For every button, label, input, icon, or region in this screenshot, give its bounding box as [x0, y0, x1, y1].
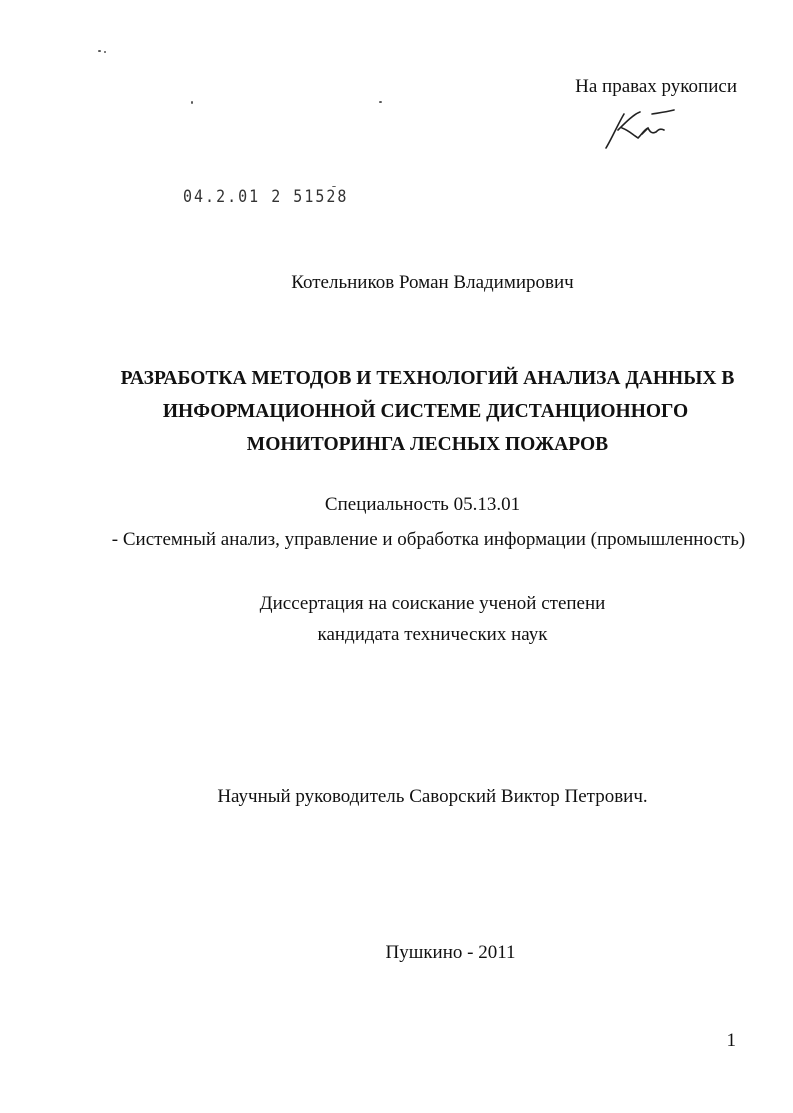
scan-speck [104, 51, 106, 53]
author-name: Котельников Роман Владимирович [291, 272, 574, 293]
signature-icon [598, 104, 678, 152]
dissertation-line-2: кандидата технических наук [317, 624, 548, 645]
specialty-code: Специальность 05.13.01 [324, 494, 521, 515]
title-line-2: ИНФОРМАЦИОННОЙ СИСТЕМЕ ДИСТАНЦИОННОГО [162, 401, 689, 422]
city-year: Пушкино - 2011 [385, 942, 516, 963]
scan-speck [98, 50, 101, 52]
dissertation-line-1: Диссертация на соискание ученой степени [259, 593, 606, 614]
page-number: 1 [726, 1030, 736, 1051]
scan-speck [191, 101, 193, 104]
rights-note: На правах рукописи [575, 76, 737, 97]
title-line-1: РАЗРАБОТКА МЕТОДОВ И ТЕХНОЛОГИЙ АНАЛИЗА ДАННЫХ В [120, 368, 735, 389]
supervisor-line: Научный руководитель Саворский Виктор Петрович. [217, 786, 648, 807]
title-line-3: МОНИТОРИНГА ЛЕСНЫХ ПОЖАРОВ [246, 434, 609, 455]
scan-speck [379, 101, 382, 103]
registration-number: 04.2.01 2 51528 [183, 186, 349, 207]
specialty-description: - Системный анализ, управление и обработка информации (промышленность) [111, 529, 746, 550]
